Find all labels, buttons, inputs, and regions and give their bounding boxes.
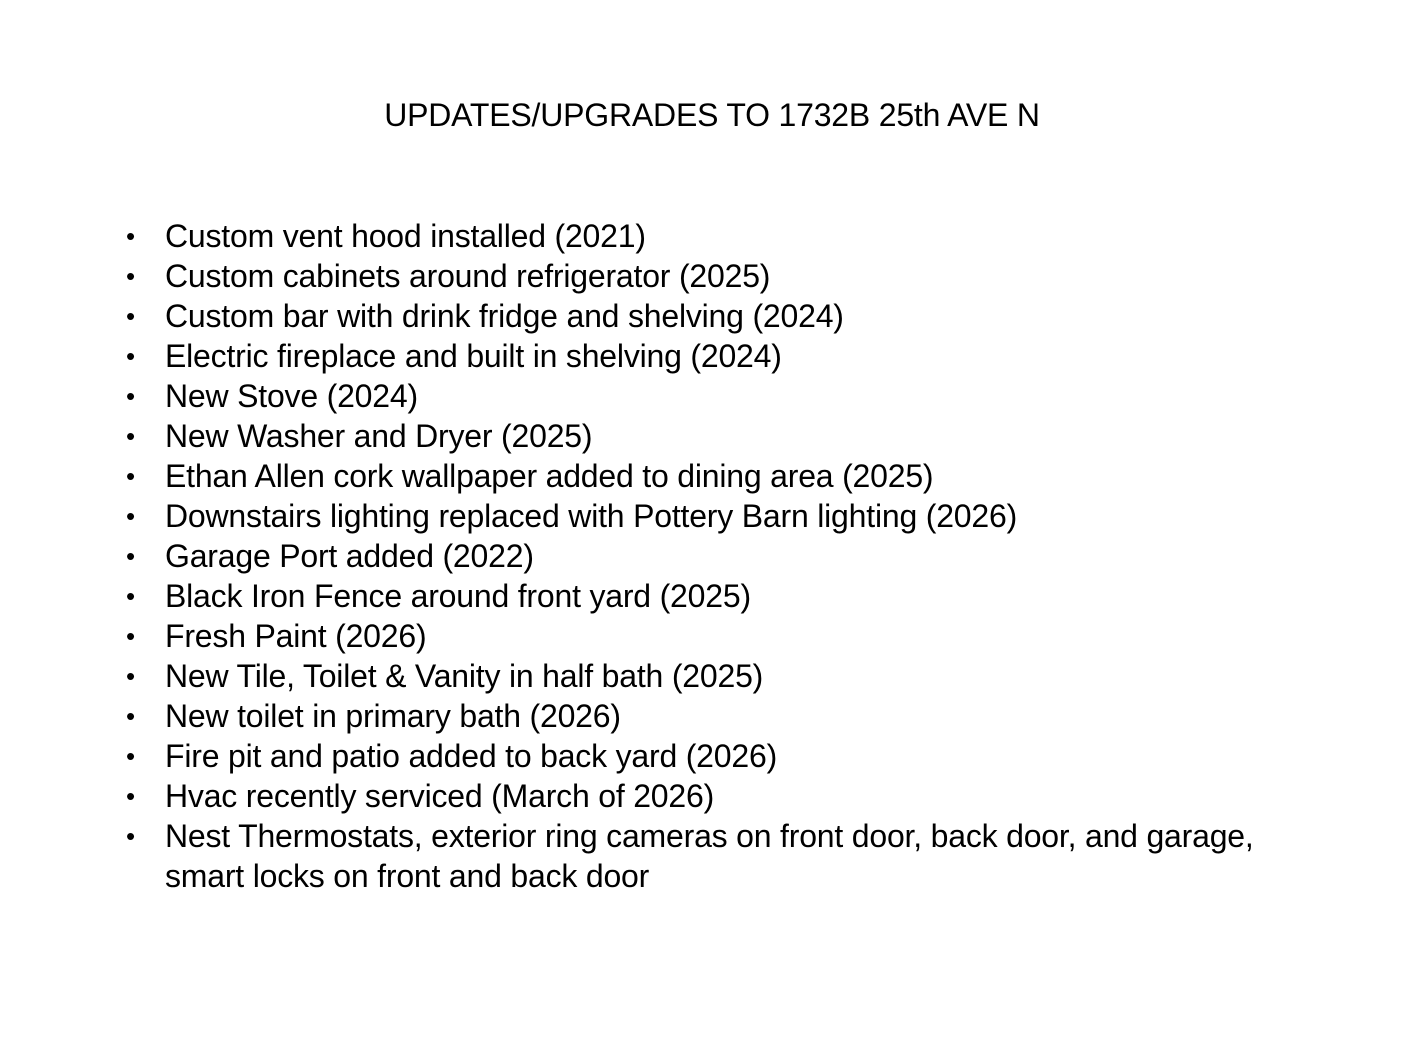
list-item xyxy=(120,576,1300,616)
bullet-icon: • xyxy=(126,541,135,571)
bullet-icon: • xyxy=(126,381,135,411)
bullet-icon: • xyxy=(126,501,135,531)
list-item-text: New Stove (2024) xyxy=(165,378,418,414)
bullet-icon: • xyxy=(126,341,135,371)
list-item xyxy=(120,416,1300,456)
list-item xyxy=(120,256,1300,296)
bullet-icon: • xyxy=(126,221,135,251)
list-item xyxy=(120,536,1300,576)
list-item xyxy=(120,696,1300,736)
bullet-icon: • xyxy=(126,461,135,491)
list-item-text: Downstairs lighting replaced with Pottery Barn lighting (2026) xyxy=(165,498,1018,534)
bullet-icon: • xyxy=(126,581,135,611)
list-item-text: Custom vent hood installed (2021) xyxy=(165,218,646,254)
list-item-text: New Washer and Dryer (2025) xyxy=(165,418,593,454)
bullet-icon: • xyxy=(126,701,135,731)
list-item xyxy=(120,736,1300,776)
list-item-text: Ethan Allen cork wallpaper added to dining area (2025) xyxy=(165,458,934,494)
list-item xyxy=(120,376,1300,416)
list-item xyxy=(120,496,1300,536)
bullet-icon: • xyxy=(126,661,135,691)
list-item xyxy=(120,816,1300,896)
list-item-text: Electric fireplace and built in shelving (2024) xyxy=(165,338,782,374)
list-item-text: Fresh Paint (2026) xyxy=(165,618,427,654)
list-item-text: Custom cabinets around refrigerator (2025) xyxy=(165,258,771,294)
list-item xyxy=(120,336,1300,376)
list-item-text: New Tile, Toilet & Vanity in half bath (2025) xyxy=(165,658,764,694)
list-item xyxy=(120,656,1300,696)
bullet-icon: • xyxy=(126,621,135,651)
upgrades-list xyxy=(120,216,1300,896)
bullet-icon: • xyxy=(126,421,135,451)
bullet-icon: • xyxy=(126,261,135,291)
list-item-text: Garage Port added (2022) xyxy=(165,538,534,574)
list-item-text: Fire pit and patio added to back yard (2026) xyxy=(165,738,778,774)
page-title: UPDATES/UPGRADES TO 1732B 25th AVE N xyxy=(384,97,1040,133)
list-item-text: New toilet in primary bath (2026) xyxy=(165,698,621,734)
list-item-text: Black Iron Fence around front yard (2025) xyxy=(165,578,751,614)
list-item-text: Hvac recently serviced (March of 2026) xyxy=(165,778,715,814)
list-item-text: Custom bar with drink fridge and shelving (2024) xyxy=(165,298,844,334)
bullet-icon: • xyxy=(126,821,135,851)
bullet-icon: • xyxy=(126,781,135,811)
bullet-icon: • xyxy=(126,301,135,331)
list-item xyxy=(120,776,1300,816)
list-item-text: Nest Thermostats, exterior ring cameras on front door, back door, and garage, smart locks on front and back door xyxy=(165,818,1254,894)
list-item xyxy=(120,456,1300,496)
list-item xyxy=(120,296,1300,336)
list-item xyxy=(120,616,1300,656)
bullet-icon: • xyxy=(126,741,135,771)
list-item xyxy=(120,216,1300,256)
